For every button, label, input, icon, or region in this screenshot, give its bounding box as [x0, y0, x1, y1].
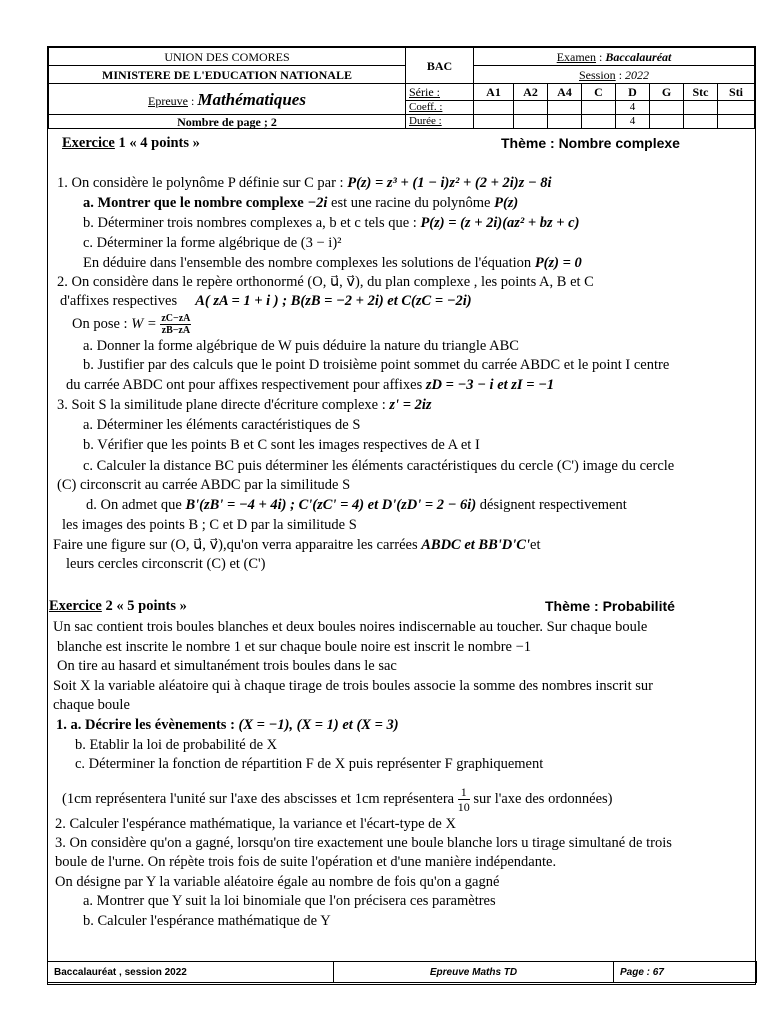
ex2-p1: Un sac contient trois boules blanches et deux boules noires indiscernable au toucher. Sur chaque boule [53, 619, 648, 635]
ex1-q3d2: les images des points B ; C et D par la similitude S [62, 517, 357, 533]
ex1-q1: 1. On considère le polynôme P définie sur C par : P(z) = z³ + (1 − i)z² + (2 + 2i)z − 8i [57, 175, 552, 191]
ex1-q3d: d. On admet que B'(zB' = −4 + 4i) ; C'(zC' = 4) et D'(zD' = 2 − 6i) désignent respectivement [86, 497, 627, 513]
duree-d: 4 [616, 115, 650, 129]
footer-left: Baccalauréat , session 2022 [48, 962, 334, 983]
nb-pages: Nombre de page ; 2 [49, 115, 406, 129]
serie-a1: A1 [474, 84, 514, 101]
serie-a4: A4 [548, 84, 582, 101]
duree-label: Durée : [406, 115, 474, 129]
ex2-q3-line3: On désigne par Y la variable aléatoire égale au nombre de fois qu'on a gagné [55, 874, 500, 890]
serie-d: D [616, 84, 650, 101]
coeff-label: Coeff. : [406, 101, 474, 115]
ex1-figure2: leurs cercles circonscrit (C) et (C') [66, 556, 266, 572]
ex1-title: Exercice 1 « 4 points » [62, 135, 200, 151]
ex1-q1b: b. Déterminer trois nombres complexes a, b et c tels que : P(z) = (z + 2i)(az² + bz + c) [83, 215, 580, 231]
ex1-q3b: b. Vérifier que les points B et C sont les images respectives de A et I [83, 437, 480, 453]
ex1-q2b: b. Justifier par des calculs que le point D troisième point sommet du carrée ABDC et le point I centre [83, 357, 670, 373]
ex1-q3c2: (C) circonscrit au carrée ABDC par la similitude S [57, 477, 351, 493]
ex1-q2a: a. Donner la forme algébrique de W puis déduire la nature du triangle ABC [83, 338, 519, 354]
session-cell: Session : 2022 [474, 66, 755, 84]
ex2-p2: blanche est inscrite le nombre 1 et sur chaque boule noire est inscrit le nombre −1 [57, 639, 532, 655]
ex2-q1a: 1. a. Décrire les évènements : (X = −1), (X = 1) et (X = 3) [56, 717, 399, 733]
ex2-q3b: b. Calculer l'espérance mathématique de Y [83, 913, 331, 929]
epreuve-cell: Epreuve : Mathématiques [49, 84, 406, 115]
ex1-w-def: On pose : W = $\frac{zC-zA}{zB-zA}$ [72, 313, 191, 336]
serie-stc: Stc [684, 84, 718, 101]
serie-label: Série : [406, 84, 474, 101]
ex2-q1c: c. Déterminer la fonction de répartition F de X puis représenter F graphiquement [75, 756, 544, 772]
ex2-p3: On tire au hasard et simultanément trois boules dans le sac [57, 658, 397, 674]
footer-page: Page : 67 [614, 962, 757, 983]
ex1-q2: 2. On considère dans le repère orthonormé (O, u⃗, v⃗), du plan complexe , les points A, B et C [57, 274, 594, 290]
ex2-q1c2: (1cm représentera l'unité sur l'axe des abscisses et 1cm représentera $\frac{1}{10}$ sur l'axe des ordonnées) [62, 785, 613, 814]
ex1-q2-affixes: d'affixes respectives A( zA = 1 + i ) ; B(zB = −2 + 2i) et C(zC = −2i) [60, 293, 472, 309]
ex2-q3-line2: boule de l'urne. On répète trois fois de suite l'opération et d'une manière indépendante. [55, 854, 557, 870]
footer-center: Epreuve Maths TD [334, 962, 614, 983]
serie-c: C [582, 84, 616, 101]
ex2-q2: 2. Calculer l'espérance mathématique, la variance et l'écart-type de X [55, 816, 456, 832]
ex1-theme: Thème : Nombre complexe [501, 135, 680, 151]
ex1-figure: Faire une figure sur (O, u⃗, v⃗),qu'on verra apparaitre les carrées ABDC et BB'D'C'et [53, 537, 541, 553]
serie-g: G [650, 84, 684, 101]
bac-label: BAC [406, 48, 474, 84]
ex1-q3a: a. Déterminer les éléments caractéristiques de S [83, 417, 361, 433]
ex2-p4: Soit X la variable aléatoire qui à chaque tirage de trois boules associe la somme des nombres inscrit sur [53, 678, 653, 694]
ex2-title: Exercice 2 « 5 points » [49, 598, 187, 614]
page-footer [47, 961, 757, 983]
ex1-q1c2: En déduire dans l'ensemble des nombre complexes les solutions de l'équation P(z) = 0 [83, 255, 582, 271]
serie-sti: Sti [718, 84, 755, 101]
exam-header-table [48, 47, 755, 129]
ex2-q3a: a. Montrer que Y suit la loi binomiale que l'on précisera ces paramètres [83, 893, 496, 909]
ex2-q1b: b. Etablir la loi de probabilité de X [75, 737, 278, 753]
ministry-name: MINISTERE DE L'EDUCATION NATIONALE [49, 66, 406, 84]
ex1-q3: 3. Soit S la similitude plane directe d'écriture complexe : z' = 2iz [57, 397, 432, 413]
ex2-p5: chaque boule [53, 697, 130, 713]
serie-a2: A2 [514, 84, 548, 101]
ex1-q2b2: du carrée ABDC ont pour affixes respectivement pour affixes zD = −3 − i et zI = −1 [66, 377, 555, 393]
coeff-d: 4 [616, 101, 650, 115]
ex2-theme: Thème : Probabilité [545, 598, 675, 614]
ex1-q1c: c. Déterminer la forme algébrique de (3 − i)² [83, 235, 342, 251]
ex2-q3: 3. On considère qu'on a gagné, lorsqu'on tire exactement une boule blanche lors u tirage simultané de trois [55, 835, 672, 851]
ex1-q3c: c. Calculer la distance BC puis déterminer les éléments caractéristiques du cercle (C') image du cercle [83, 458, 675, 474]
country-name: UNION DES COMORES [49, 48, 406, 66]
ex1-q1a: a. Montrer que le nombre complexe −2i est une racine du polynôme P(z) [83, 195, 519, 211]
examen-cell: Examen : Baccalauréat [474, 48, 755, 66]
